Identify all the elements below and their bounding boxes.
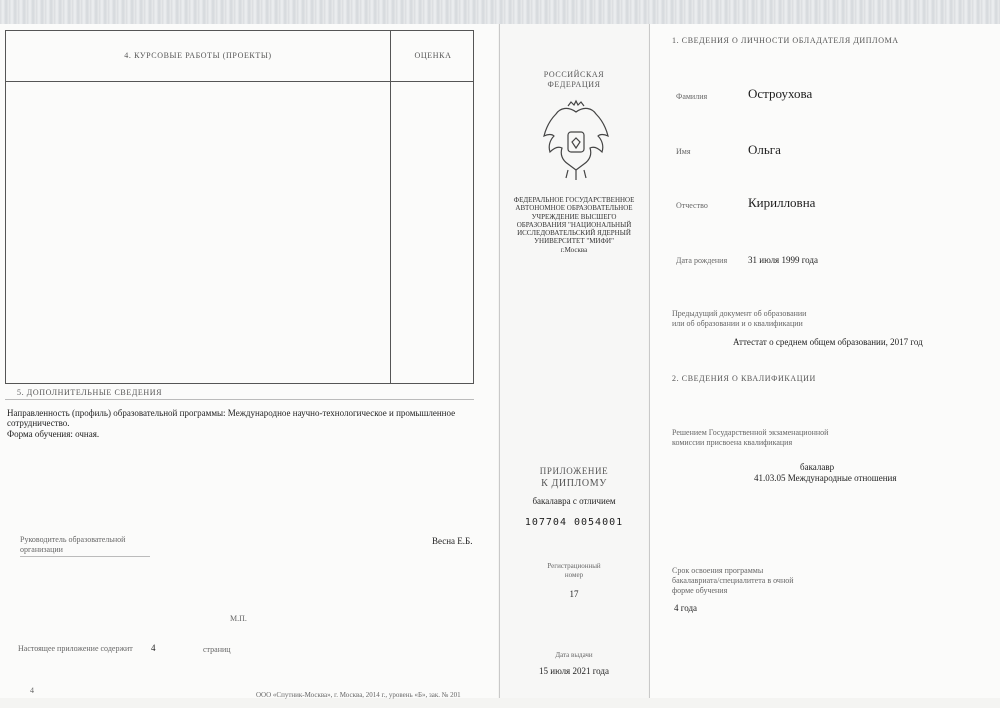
org-line: ОБРАЗОВАНИЯ "НАЦИОНАЛЬНЫЙ bbox=[516, 220, 632, 229]
table-column-divider bbox=[390, 31, 391, 383]
previous-document: Аттестат о среднем общем образовании, 2017 год bbox=[733, 337, 923, 347]
surname-label: Фамилия bbox=[676, 92, 708, 101]
term-line-3: форме обучения bbox=[672, 586, 728, 595]
appendix-line-1: ПРИЛОЖЕНИЕ bbox=[539, 466, 609, 476]
surname: Остроухова bbox=[748, 86, 813, 101]
pages-word: страниц bbox=[203, 645, 231, 654]
org-line: АВТОНОМНОЕ ОБРАЗОВАТЕЛЬНОЕ bbox=[515, 204, 633, 213]
coat-of-arms-icon bbox=[538, 98, 614, 182]
patronymic: Кирилловна bbox=[748, 195, 816, 210]
pages-label: Настоящее приложение содержит bbox=[18, 644, 133, 653]
prev-doc-label-line-2: или об образовании и о квалификации bbox=[672, 319, 803, 328]
term-line-1: Срок освоения программы bbox=[672, 566, 764, 575]
org-line: ФЕДЕРАЛЬНОЕ ГОСУДАРСТВЕННОЕ bbox=[513, 196, 635, 204]
birth-date-label: Дата рождения bbox=[676, 256, 728, 265]
page-number: 4 bbox=[30, 686, 34, 695]
patronymic-label: Отчество bbox=[676, 201, 708, 210]
reg-number: 17 bbox=[569, 589, 579, 599]
org-line: УНИВЕРСИТЕТ "МИФИ" bbox=[534, 237, 614, 246]
term-line-2: бакалавриата/специалитета в очной bbox=[672, 576, 794, 585]
head-label-line-2: организации bbox=[20, 545, 63, 554]
decision-line-2: комиссии присвоена квалификация bbox=[672, 438, 793, 447]
head-name: Весна Е.Б. bbox=[432, 536, 473, 546]
issue-date: 15 июля 2021 года bbox=[539, 666, 609, 676]
decision-line-1: Решением Государственной экзаменационной bbox=[672, 428, 829, 437]
grade-heading: ОЦЕНКА bbox=[414, 51, 452, 60]
head-label-line-1: Руководитель образовательной bbox=[20, 535, 126, 544]
country-line-2: ФЕДЕРАЦИЯ bbox=[547, 80, 601, 89]
stamp-label: М.П. bbox=[230, 614, 247, 623]
reg-label-line-2: номер bbox=[564, 571, 584, 579]
section-2-heading: 2. СВЕДЕНИЯ О КВАЛИФИКАЦИИ bbox=[672, 374, 816, 383]
divider bbox=[5, 399, 474, 400]
appendix-line-2: К ДИПЛОМУ bbox=[541, 478, 607, 489]
section-1-heading: 1. СВЕДЕНИЯ О ЛИЧНОСТИ ОБЛАДАТЕЛЯ ДИПЛОМА bbox=[672, 36, 899, 45]
prev-doc-label-line-1: Предыдущий документ об образовании bbox=[672, 309, 807, 318]
reg-label-line-1: Регистрационный bbox=[547, 562, 601, 570]
org-line: УЧРЕЖДЕНИЕ ВЫСШЕГО bbox=[531, 212, 617, 221]
table-header-divider bbox=[6, 81, 473, 82]
org-line: ИССЛЕДОВАТЕЛЬСКИЙ ЯДЕРНЫЙ bbox=[517, 229, 631, 238]
profile-line-1: Направленность (профиль) образовательной программы: Международное научно-технологическое и промышленное bbox=[7, 408, 456, 418]
serial-number: 107704 0054001 bbox=[524, 517, 624, 528]
issue-label: Дата выдачи bbox=[555, 651, 593, 659]
organization-name bbox=[500, 196, 648, 254]
birth-date: 31 июля 1999 года bbox=[748, 255, 818, 265]
pages-count: 4 bbox=[151, 643, 156, 653]
qualification: бакалавр bbox=[800, 462, 835, 472]
printer-footer: ООО «Спутник-Москва», г. Москва, 2014 г., уровень «Б», зак. № 201 bbox=[256, 691, 461, 699]
country-line-1: РОССИЙСКАЯ bbox=[543, 70, 605, 79]
divider bbox=[20, 556, 150, 557]
name-label: Имя bbox=[676, 147, 691, 156]
course-works-heading: 4. КУРСОВЫЕ РАБОТЫ (ПРОЕКТЫ) bbox=[124, 51, 272, 60]
right-page bbox=[650, 24, 1000, 698]
first-name: Ольга bbox=[748, 142, 781, 157]
diploma-type: бакалавра с отличием bbox=[532, 496, 616, 506]
additional-info-heading: 5. ДОПОЛНИТЕЛЬНЫЕ СВЕДЕНИЯ bbox=[17, 388, 163, 397]
course-works-table bbox=[5, 30, 474, 384]
study-form: Форма обучения: очная. bbox=[7, 429, 100, 439]
scan-top-band bbox=[0, 0, 1000, 24]
org-city: г.Москва bbox=[560, 245, 588, 254]
profile-line-2: сотрудничество. bbox=[7, 418, 70, 428]
specialty: 41.03.05 Международные отношения bbox=[754, 473, 897, 483]
study-term: 4 года bbox=[674, 603, 698, 613]
